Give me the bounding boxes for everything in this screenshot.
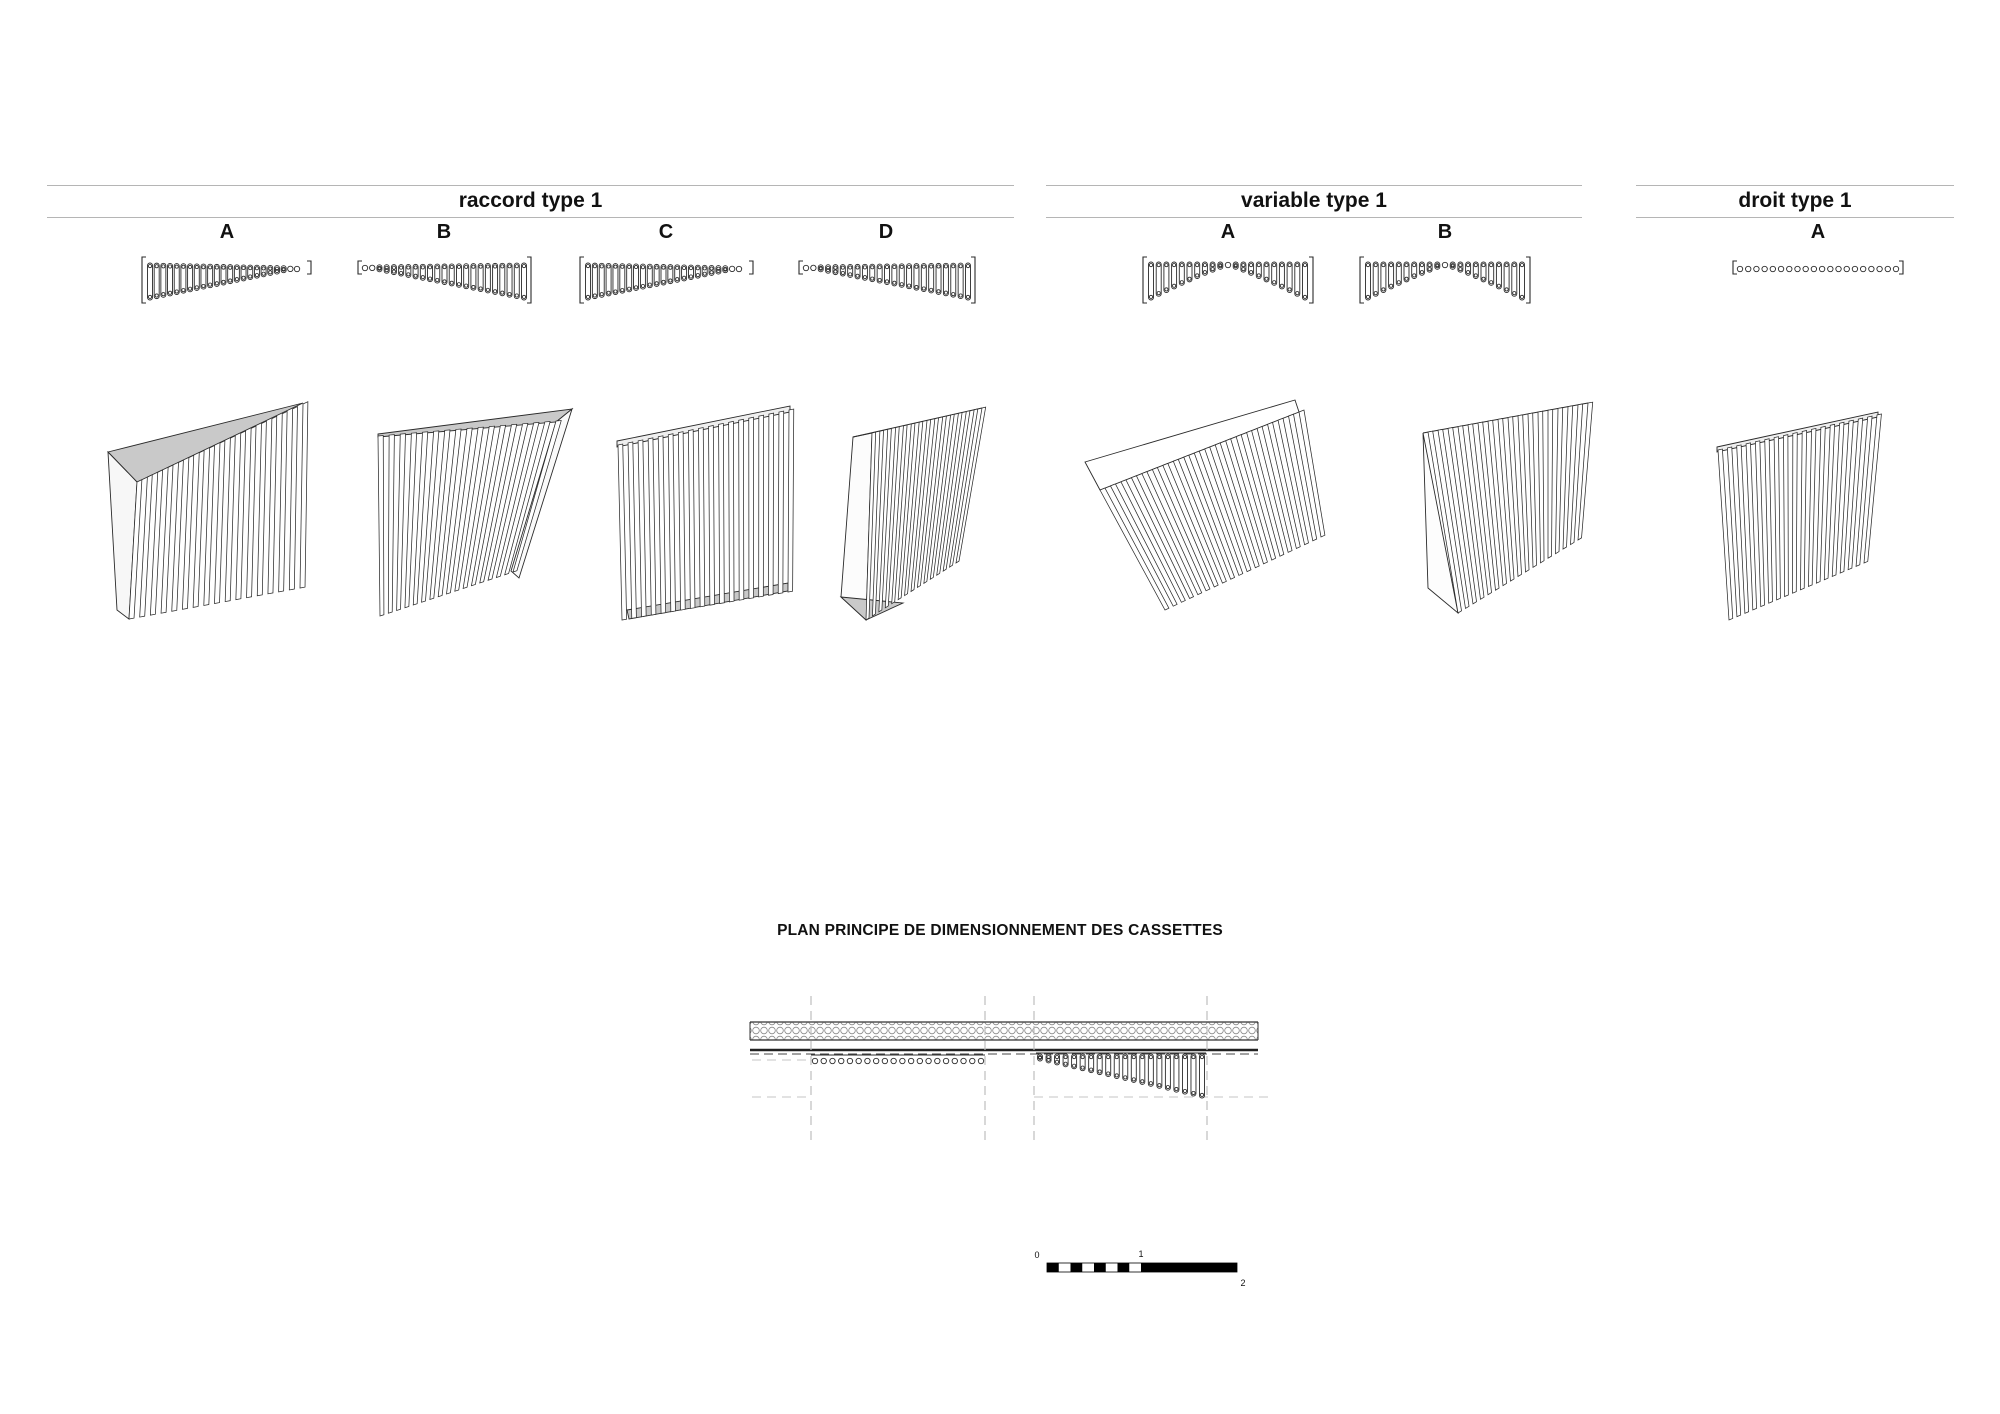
section-header-raccord xyxy=(47,185,1014,218)
variant-label-variable-a: A xyxy=(1220,221,1236,243)
plan-droit-a xyxy=(1733,261,1903,274)
variant-label-raccord-a: A xyxy=(219,221,235,243)
section-title-raccord: raccord type 1 xyxy=(458,189,603,212)
view3d-raccord-c xyxy=(617,406,794,620)
view3d-raccord-b xyxy=(378,409,572,616)
view3d-raccord-d xyxy=(841,407,986,620)
plan-cassette-droite xyxy=(811,1055,985,1064)
scale-label-2: 2 xyxy=(1240,1278,1246,1288)
section-header-droit xyxy=(1636,185,1954,218)
variant-label-raccord-b: B xyxy=(436,221,452,243)
section-header-variable xyxy=(1046,185,1582,218)
view3d-variable-b xyxy=(1423,402,1593,613)
header-rule-bottom xyxy=(1046,217,1582,218)
plan-variable-a xyxy=(1143,257,1313,303)
view3d-variable-a xyxy=(1085,400,1325,610)
variant-label-droit-a: A xyxy=(1810,221,1826,243)
header-rule-bottom xyxy=(1636,217,1954,218)
variant-label-raccord-c: C xyxy=(658,221,674,243)
view3d-raccord-a xyxy=(108,402,308,619)
section-plan xyxy=(750,996,1270,1140)
plan-raccord-a xyxy=(142,257,311,303)
scale-bar xyxy=(1034,1249,1245,1288)
view3d-droit-a xyxy=(1717,412,1881,620)
plan-raccord-b xyxy=(358,257,531,303)
section-plan-title: PLAN PRINCIPE DE DIMENSIONNEMENT DES CASSETTES xyxy=(777,922,1223,939)
variant-label-variable-b: B xyxy=(1437,221,1453,243)
plan-cassette-variable xyxy=(1036,1053,1206,1098)
plan-raccord-c xyxy=(580,257,753,303)
scale-label-1: 1 xyxy=(1138,1249,1144,1259)
scale-label-0: 0 xyxy=(1034,1250,1040,1260)
header-rule-bottom xyxy=(47,217,1014,218)
section-title-droit: droit type 1 xyxy=(1738,189,1852,212)
plan-raccord-d xyxy=(799,257,975,303)
variant-label-raccord-d: D xyxy=(878,221,894,243)
section-title-variable: variable type 1 xyxy=(1241,189,1387,212)
plan-variable-b xyxy=(1360,257,1530,303)
